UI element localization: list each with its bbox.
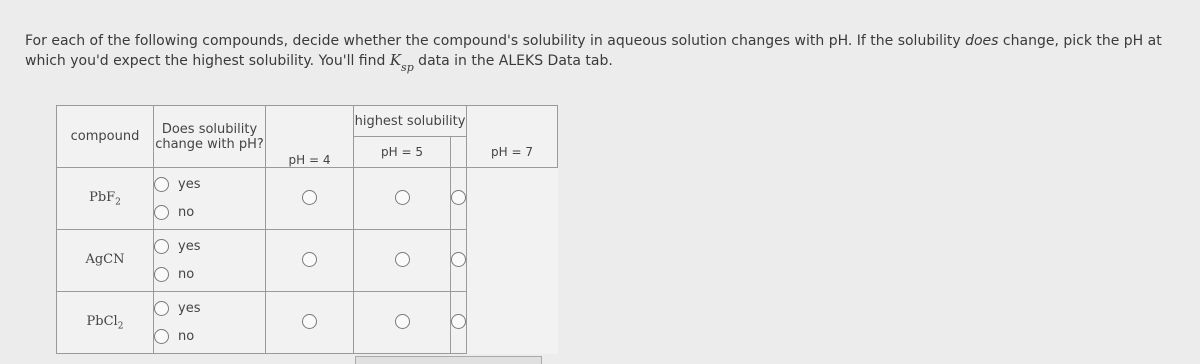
ph4-cell bbox=[266, 230, 354, 292]
radio-ph4[interactable] bbox=[302, 252, 317, 267]
radio-ph4[interactable] bbox=[302, 190, 317, 205]
radio-ph7[interactable] bbox=[451, 252, 466, 267]
table-row bbox=[57, 230, 558, 292]
radio-ph7[interactable] bbox=[451, 314, 466, 329]
header-highest-solubility: highest solubility bbox=[354, 106, 467, 137]
radio-yes[interactable] bbox=[154, 239, 169, 254]
ph5-cell bbox=[354, 230, 451, 292]
ph5-cell bbox=[354, 292, 451, 354]
radio-no[interactable] bbox=[154, 267, 169, 282]
change-cell bbox=[154, 292, 266, 354]
radio-ph5[interactable] bbox=[395, 314, 410, 329]
ph5-cell bbox=[354, 168, 451, 230]
table-row bbox=[57, 168, 558, 230]
yes-option[interactable]: yes bbox=[154, 171, 265, 199]
instructions-emphasis: does bbox=[965, 33, 999, 49]
header-ph7: pH = 7 bbox=[467, 106, 558, 168]
compound-cell: PbF$_2$ bbox=[57, 168, 154, 230]
radio-no[interactable] bbox=[154, 329, 169, 344]
ph4-cell bbox=[266, 168, 354, 230]
no-option[interactable]: no bbox=[154, 261, 265, 289]
header-ph5: pH = 5 bbox=[354, 137, 451, 168]
instructions-text bbox=[25, 32, 1185, 75]
compound-cell: AgCN bbox=[57, 230, 154, 292]
instructions-part1: For each of the following compounds, decide whether the compound's solubility in aqueous solution changes with pH. If the solubility bbox=[25, 33, 966, 49]
radio-ph4[interactable] bbox=[302, 314, 317, 329]
header-ph4: pH = 4 bbox=[266, 106, 354, 168]
no-option[interactable]: no bbox=[154, 323, 265, 351]
instructions-part3: data in the ALEKS Data tab. bbox=[413, 53, 613, 69]
header-solubility-change: Does solubility change with pH? bbox=[154, 106, 266, 168]
ph7-cell bbox=[451, 292, 467, 354]
ph7-cell bbox=[451, 230, 467, 292]
radio-ph5[interactable] bbox=[395, 252, 410, 267]
radio-yes[interactable] bbox=[154, 177, 169, 192]
radio-ph5[interactable] bbox=[395, 190, 410, 205]
compound-cell: PbCl$_2$ bbox=[57, 292, 154, 354]
ph4-cell bbox=[266, 292, 354, 354]
table-row bbox=[57, 292, 558, 354]
header-compound: compound bbox=[57, 106, 154, 168]
change-cell bbox=[154, 230, 266, 292]
instructions-part2: change, pick the pH at which you'd expect the highest solubility. You'll find bbox=[25, 33, 1162, 69]
yes-option[interactable]: yes bbox=[154, 233, 265, 261]
ksp-symbol: $K_{sp}$ bbox=[389, 51, 414, 74]
no-option[interactable]: no bbox=[154, 199, 265, 227]
solubility-table bbox=[56, 105, 558, 354]
yes-option[interactable]: yes bbox=[154, 295, 265, 323]
radio-no[interactable] bbox=[154, 205, 169, 220]
radio-ph7[interactable] bbox=[451, 190, 466, 205]
change-cell bbox=[154, 168, 266, 230]
ph7-cell bbox=[451, 168, 467, 230]
radio-yes[interactable] bbox=[154, 301, 169, 316]
